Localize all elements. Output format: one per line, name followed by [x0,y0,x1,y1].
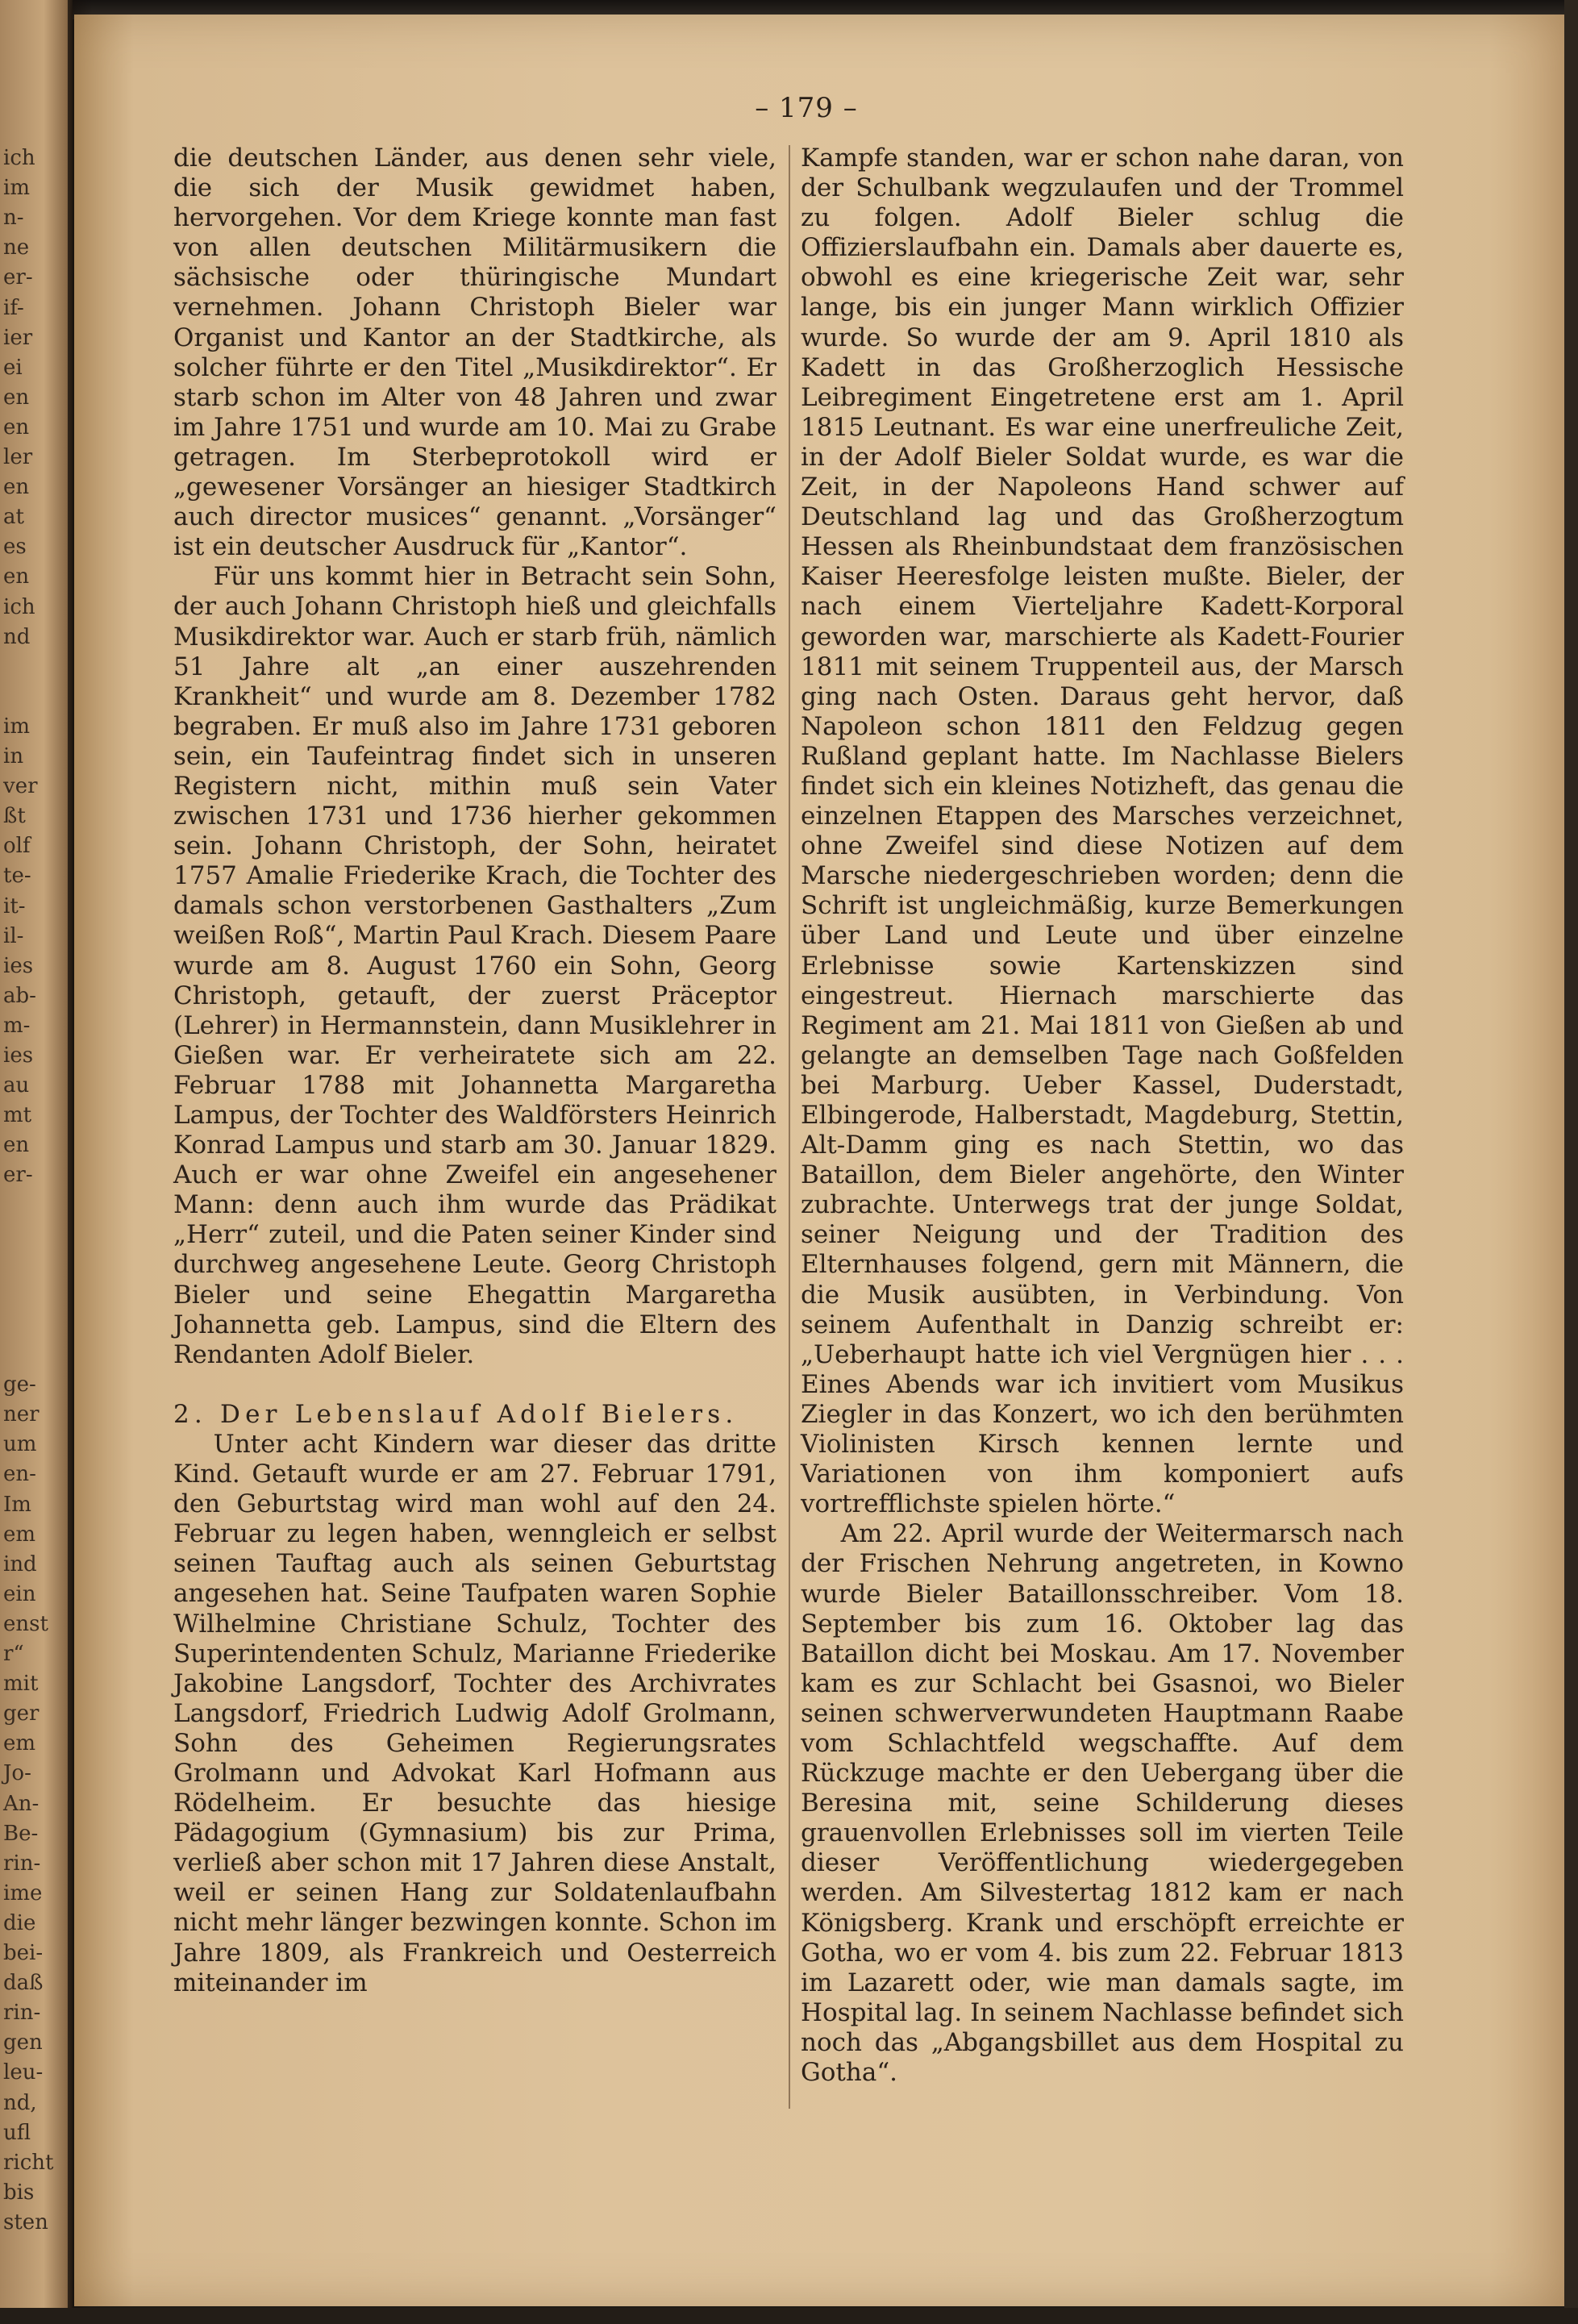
paragraph: Für uns kommt hier in Betracht sein Sohn, der auch Johann Christoph hieß und gleichfalls Musikdirektor war. Auch er starb früh, nämlich 51 Jahre alt „an einer auszehrenden Krankheit“ und wurde am 8. Dezember 1782 begraben. Er muß also im Jahre 1731 geboren sein, ein Taufeintrag findet sich in unseren Registern nicht, mithin muß sein Vater zwischen 1731 und 1736 hierher gekommen sein. Johann Christoph, der Sohn, heiratet 1757 Amalie Friederike Krach, die Tochter des damals schon verstorbenen Gasthalters „Zum weißen Roß“, Martin Paul Krach. Diesem Paare wurde am 8. August 1760 ein Sohn, Georg Christoph, getauft, der zuerst Präceptor (Lehrer) in Hermannstein, dann Musiklehrer in Gießen war. Er verheiratete sich am 22. Februar 1788 mit Johannetta Margaretha Lampus, der Tochter des Waldförsters Heinrich Konrad Lampus und starb am 30. Januar 1829. Auch er war ohne Zweifel ein angesehener Mann: denn auch ihm wurde das Prädikat „Herr“ zuteil, und die Paten seiner Kinder sind durchweg angesehene Leute. Georg Christoph Bieler und seine Ehegattin Margaretha Johannetta geb. Lampus, sind die Eltern des Rendanten Adolf Bieler. [173,562,777,1369]
facing-page-fragment: An- [3,1791,40,1816]
facing-page-fragment: au [3,1073,30,1098]
facing-page-fragment: ei [3,355,23,380]
paragraph: Kampfe standen, war er schon nahe daran, von der Schulbank wegzulaufen und der Trommel zu folgen. Adolf Bieler schlug die Offizierslaufbahn ein. Damals aber dauerte es, obwohl es eine kriegerische Zeit war, sehr lange, bis ein junger Mann wirklich Offizier wurde. So wurde der am 9. April 1810 als Kadett in das Großherzoglich Hessische Leibregiment Eingetretene erst am 1. April 1815 Leutnant. Es war eine unerfreuliche Zeit, in der Adolf Bieler Soldat wurde, es war die Zeit, in der Napoleons Hand schwer auf Deutschland lag und das Großherzogtum Hessen als Rheinbundstaat dem französischen Kaiser Heeresfolge leisten mußte. Bieler, der nach einem Vierteljahre Kadett-Korporal geworden war, marschierte als Kadett-Fourier 1811 mit seinem Truppenteil aus, der Marsch ging nach Osten. Daraus geht hervor, daß Napoleon schon 1811 den Feldzug gegen Rußland geplant hatte. Im Nachlasse Bielers findet sich ein kleines Notizheft, das genau die einzelnen Etappen des Marsches verzeichnet, ohne Zweifel sind diese Notizen auf dem Marsche niedergeschrieben worden; denn die Schrift ist ungleichmäßig, kurze Bemerkungen über Land und Leute und über einzelne Erlebnisse sowie Kartenskizzen sind eingestreut. Hiernach marschierte das Regiment am 21. Mai 1811 von Gießen ab und gelangte an demselben Tage nach Goßfelden bei Marburg. Ueber Kassel, Duderstadt, Elbingerode, Halberstadt, Magdeburg, Stettin, Alt-Damm ging es nach Stettin, wo das Bataillon, dem Bieler angehörte, den Winter zubrachte. Unterwegs trat der junge Soldat, seiner Neigung und der Tradition des Elternhauses folgend, gern mit Männern, die die Musik ausübten, in Verbindung. Von seinem Aufenthalt in Danzig schreibt er: „Ueberhaupt hatte ich viel Vergnügen hier . . . Eines Abends war ich invitiert vom Musikus Ziegler in das Konzert, wo ich den berühmten Violinisten Kirsch kennen lernte und Variationen von ihm komponiert aufs vortrefflichste spielen hörte.“ [801,144,1404,1519]
facing-page-fragment: en [3,385,30,410]
facing-page-fragment: er- [3,1163,33,1188]
facing-page-fragment: if- [3,295,24,320]
facing-page-fragment: en [3,475,30,500]
facing-page-fragment: im [3,176,30,201]
facing-page-fragment: at [3,505,24,530]
facing-page-edge [0,0,73,2324]
facing-page-fragment: olf [3,834,31,859]
facing-page-fragment: en- [3,1462,36,1487]
facing-page-fragment: em [3,1522,36,1547]
facing-page-fragment: mit [3,1672,39,1697]
facing-page-fragment: Im [3,1492,31,1517]
facing-page-fragment: die [3,1910,36,1935]
facing-page-fragment: ger [3,1701,40,1726]
facing-page-fragment: il- [3,923,24,948]
facing-page-fragment: ich [3,146,35,170]
facing-page-fragment: rin- [3,1851,41,1876]
facing-page-fragment: ich [3,594,35,619]
facing-page-fragment: em [3,1731,36,1756]
facing-page-fragment: nd [3,624,31,649]
facing-page-fragment: ier [3,325,33,350]
facing-page-fragment: ab- [3,983,36,1008]
facing-page-fragment: ufl [3,2120,31,2145]
bottom-book-edge [0,2308,1578,2324]
facing-page-fragment: te- [3,864,31,889]
facing-page-fragment: en [3,564,30,589]
facing-page-fragment: gen [3,2030,43,2055]
paragraph: Am 22. April wurde der Weitermarsch nach der Frischen Nehrung angetreten, in Kowno wurde Bieler Bataillonsschreiber. Vom 18. September bis zum 16. Oktober lag das Bataillon dicht bei Moskau. Am 17. November kam es zur Schlacht bei Gsasnoi, wo Bieler seinen schwerverwundeten Hauptmann Raabe vom Schlachtfeld wegschaffte. Auf dem Rückzuge machte er den Uebergang über die Beresina mit, seine Schilderung dieses grauenvollen Erlebnisses soll im vierten Teile dieser Veröffentlichung wiedergegeben werden. Am Silvestertag 1812 kam er nach Königsberg. Krank und erschöpft erreichte er Gotha, wo er vom 4. bis zum 22. Februar 1813 im Lazarett oder, wie man damals sagte, im Hospital lag. In seinem Nachlasse befindet sich noch das „Abgangsbillet aus dem Hospital zu Gotha“. [801,1519,1404,2087]
facing-page-fragment: ler [3,445,33,469]
facing-page-fragment: ne [3,235,30,260]
facing-page-fragment: im [3,714,30,739]
facing-page-fragment: in [3,744,24,768]
facing-page-fragment: ies [3,953,34,978]
column-divider [789,145,790,2109]
facing-page-fragment: ein [3,1581,36,1606]
facing-page-fragment: it- [3,893,26,918]
facing-page-fragment: daß [3,1971,44,1996]
facing-page-fragment: rin- [3,2001,41,2026]
paragraph: Unter acht Kindern war dieser das dritte Kind. Getauft wurde er am 27. Februar 1791, den Geburtstag wird man wohl auf den 24. Februar zu legen haben, wenngleich er selbst seinen Tauftag auch als seinen Geburtstag angesehen hat. Seine Taufpaten waren Sophie Wilhelmine Christiane Schulz, Tochter des Superintendenten Schulz, Marianne Friederike Jakobine Langsdorf, Tochter des Archivrates Langsdorf, Friedrich Ludwig Adolf Grolmann, Sohn des Geheimen Regierungsrates Grolmann und Advokat Karl Hofmann aus Rödelheim. Er besuchte das hiesige Pädagogium (Gymnasium) bis zur Prima, verließ aber schon mit 17 Jahren diese Anstalt, weil er seinen Hang zur Soldatenlaufbahn nicht mehr länger bezwingen konnte. Schon im Jahre 1809, als Frankreich und Oesterreich miteinander im [173,1429,777,1997]
facing-page-fragment: um [3,1432,37,1457]
facing-page-fragment: er- [3,265,33,290]
facing-page-fragment: ßt [3,804,26,829]
facing-page-fragment: ge- [3,1372,36,1397]
facing-page-fragment: mt [3,1103,32,1128]
facing-page-fragment: ies [3,1043,34,1068]
facing-page-fragment: leu- [3,2060,44,2085]
facing-page-fragment: ime [3,1880,43,1905]
right-book-edge [1564,0,1578,2324]
facing-page-fragment: en [3,1133,30,1158]
page-number: – 179 – [755,92,858,124]
facing-page-fragment: ver [3,774,38,799]
facing-page-fragment: en [3,414,30,439]
facing-page-fragment: bei- [3,1941,44,1965]
facing-page-fragment: Be- [3,1821,39,1846]
facing-page-fragment: nd, [3,2090,37,2115]
section-heading: 2. Der Lebenslauf Adolf Bielers. [173,1399,739,1429]
paragraph: die deutschen Länder, aus denen sehr viele, die sich der Musik gewidmet haben, hervorgehen. Vor dem Kriege konnte man fast von allen deutschen Militärmusikern die sächsische oder thüringische Mundart vernehmen. Johann Christoph Bieler war Organist und Kantor an der Stadtkirche, als solcher führte er den Titel „Musikdirektor“. Er starb schon im Alter von 48 Jahren und zwar im Jahre 1751 und wurde am 10. Mai zu Grabe getragen. Im Sterbeprotokoll wird er „gewesener Vorsänger an hiesiger Stadtkirch auch director musices“ genannt. „Vorsänger“ ist ein deutscher Ausdruck für „Kantor“. [173,144,777,562]
facing-page-fragment: r“ [3,1642,24,1666]
facing-page-fragment: es [3,535,27,560]
facing-page-fragment: enst [3,1611,48,1636]
facing-page-fragment: Jo- [3,1761,31,1786]
facing-page-fragment: bis [3,2180,35,2205]
facing-page-fragment: n- [3,206,24,231]
facing-page-fragment: sten [3,2209,48,2234]
right-text-column [801,144,1404,2088]
facing-page-fragment: ner [3,1402,40,1427]
left-text-column [173,144,777,1998]
facing-page-fragment: m- [3,1013,31,1038]
facing-page-fragment: ind [3,1551,37,1576]
facing-page-fragment: richt [3,2150,54,2175]
